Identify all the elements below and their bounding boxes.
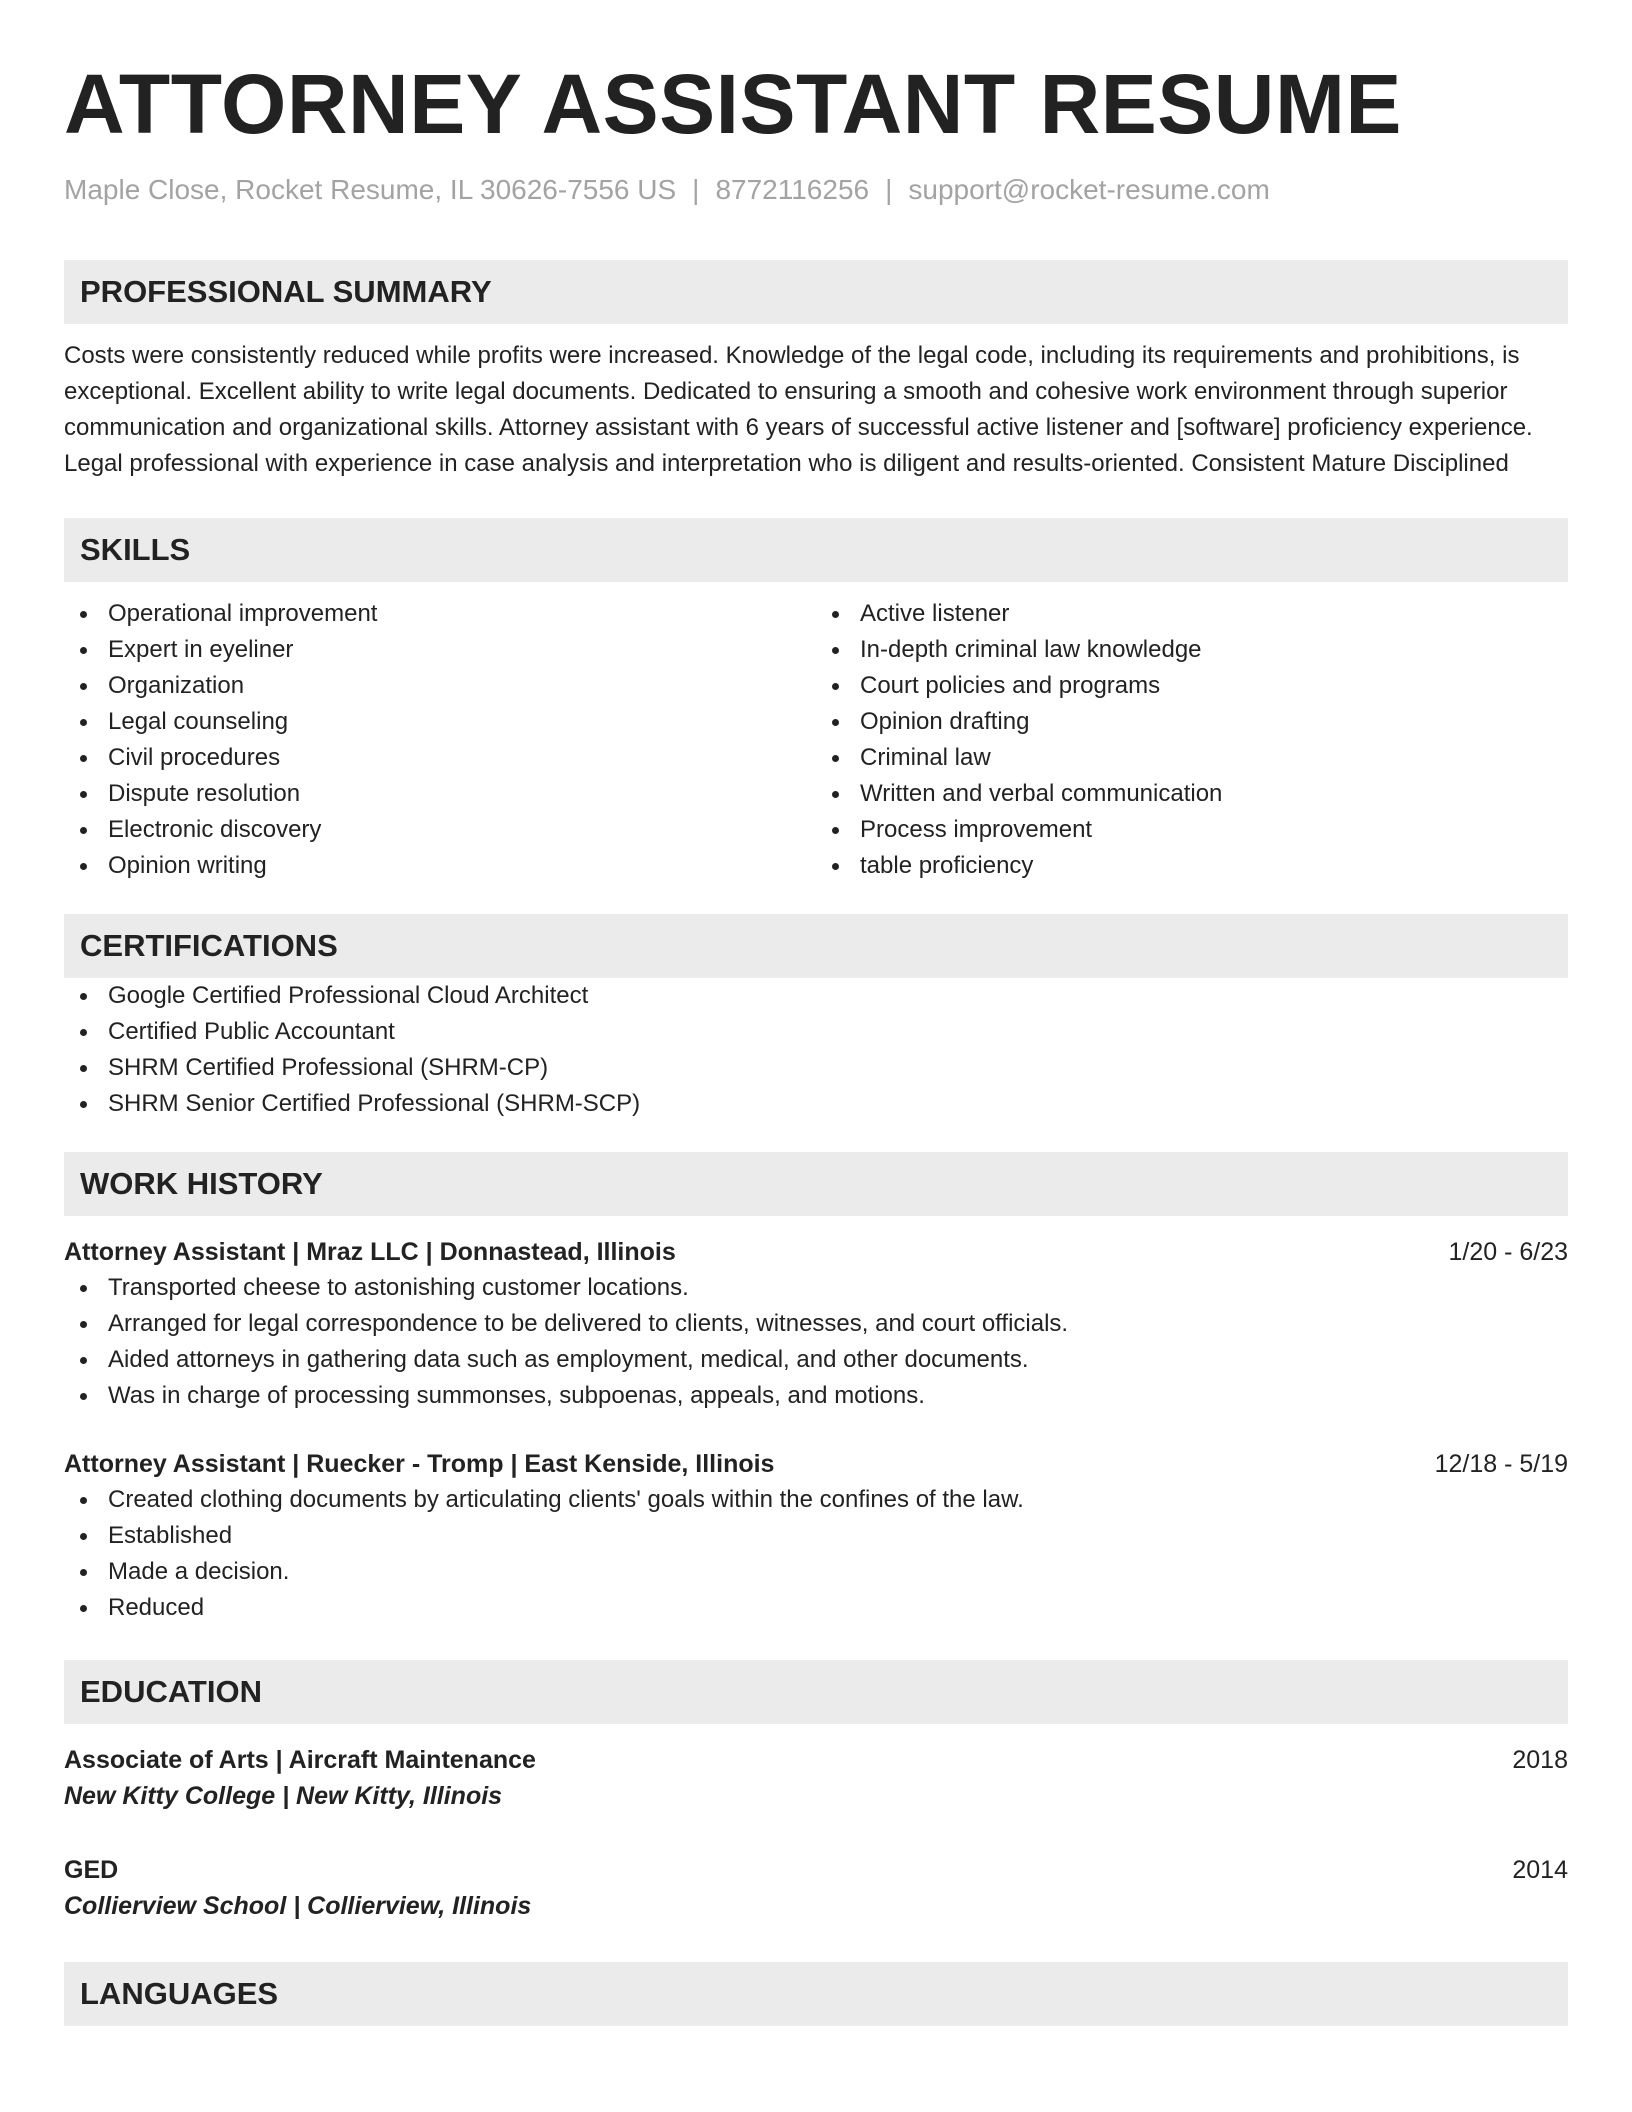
- section-heading-skills: SKILLS: [64, 518, 1568, 582]
- skill-item: Criminal law: [816, 740, 1568, 776]
- skill-item: Electronic discovery: [64, 812, 816, 848]
- resume-title: ATTORNEY ASSISTANT RESUME: [64, 57, 1402, 151]
- contact-line: [64, 172, 1568, 208]
- job-entry: [64, 1446, 1568, 1626]
- skill-item: Court policies and programs: [816, 668, 1568, 704]
- job-duty-item: Arranged for legal correspondence to be delivered to clients, witnesses, and court officials.: [64, 1306, 1568, 1342]
- certification-item: SHRM Certified Professional (SHRM-CP): [64, 1050, 1568, 1086]
- job-duty-item: Was in charge of processing summonses, subpoenas, appeals, and motions.: [64, 1378, 1568, 1414]
- section-heading-education: EDUCATION: [64, 1660, 1568, 1724]
- education-entry: [64, 1852, 1568, 1924]
- skill-item: In-depth criminal law knowledge: [816, 632, 1568, 668]
- skill-item: Operational improvement: [64, 596, 816, 632]
- education-school: New Kitty College | New Kitty, Illinois: [64, 1782, 503, 1810]
- education-header: [64, 1852, 1568, 1888]
- section-heading-work-history: WORK HISTORY: [64, 1152, 1568, 1216]
- job-duty-item: Aided attorneys in gathering data such as employment, medical, and other documents.: [64, 1342, 1568, 1378]
- education-header: [64, 1742, 1568, 1778]
- section-heading-languages: LANGUAGES: [64, 1962, 1568, 2026]
- section-heading-summary: PROFESSIONAL SUMMARY: [64, 260, 1568, 324]
- skill-item: Opinion writing: [64, 848, 816, 884]
- skill-item: Written and verbal communication: [816, 776, 1568, 812]
- skill-item: Opinion drafting: [816, 704, 1568, 740]
- skill-item: Dispute resolution: [64, 776, 816, 812]
- skill-item: table proficiency: [816, 848, 1568, 884]
- contact-separator: |: [692, 174, 700, 205]
- skill-item: Expert in eyeliner: [64, 632, 816, 668]
- job-header: [64, 1446, 1568, 1482]
- section-heading-certifications: CERTIFICATIONS: [64, 914, 1568, 978]
- job-duty-item: Transported cheese to astonishing customer locations.: [64, 1270, 1568, 1306]
- summary-text: Costs were consistently reduced while profits were increased. Knowledge of the legal code, including its requirements and prohibitions, is exceptional. Excellent ability to write legal documents. Dedicated to ensuring a smooth and cohesive work environment through superior communication and organizational skills. Attorney assistant with 6 years of successful active listener and [software] proficiency experience. Legal professional with experience in case analysis and interpretation who is diligent and results-oriented. Consistent Mature Disciplined: [64, 342, 1533, 477]
- job-duty-item: Created clothing documents by articulating clients' goals within the confines of the law.: [64, 1482, 1568, 1518]
- job-title: Attorney Assistant | Ruecker - Tromp | East Kenside, Illinois: [64, 1450, 775, 1478]
- job-header: [64, 1234, 1568, 1270]
- contact-email[interactable]: support@rocket-resume.com: [908, 174, 1270, 205]
- certifications-list: [64, 978, 1568, 1122]
- job-title: Attorney Assistant | Mraz LLC | Donnastead, Illinois: [64, 1238, 676, 1266]
- job-duty-item: Reduced: [64, 1590, 1568, 1626]
- education-entry: [64, 1742, 1568, 1814]
- education-year: 2018: [1512, 1746, 1568, 1774]
- job-dates: 1/20 - 6/23: [1448, 1238, 1568, 1266]
- skill-item: Organization: [64, 668, 816, 704]
- education-school: Collierview School | Collierview, Illinois: [64, 1892, 532, 1920]
- skill-item: Active listener: [816, 596, 1568, 632]
- education-year: 2014: [1512, 1856, 1568, 1884]
- skill-item: Legal counseling: [64, 704, 816, 740]
- skills-list: [64, 596, 1568, 884]
- certification-item: Certified Public Accountant: [64, 1014, 1568, 1050]
- job-duties-list: [64, 1482, 1568, 1626]
- job-duties-list: [64, 1270, 1568, 1414]
- job-dates: 12/18 - 5/19: [1434, 1450, 1568, 1478]
- skills-column-right: [816, 596, 1568, 884]
- contact-separator: |: [885, 174, 893, 205]
- skills-column-left: [64, 596, 816, 884]
- certification-item: Google Certified Professional Cloud Architect: [64, 978, 1568, 1014]
- education-degree: GED: [64, 1856, 119, 1884]
- skill-item: Process improvement: [816, 812, 1568, 848]
- certification-item: SHRM Senior Certified Professional (SHRM-SCP): [64, 1086, 1568, 1122]
- job-duty-item: Established: [64, 1518, 1568, 1554]
- contact-address: Maple Close, Rocket Resume, IL 30626-7556 US: [64, 174, 677, 205]
- job-entry: [64, 1234, 1568, 1414]
- education-degree: Associate of Arts | Aircraft Maintenance: [64, 1746, 536, 1774]
- contact-phone: 8772116256: [715, 174, 870, 205]
- job-duty-item: Made a decision.: [64, 1554, 1568, 1590]
- skill-item: Civil procedures: [64, 740, 816, 776]
